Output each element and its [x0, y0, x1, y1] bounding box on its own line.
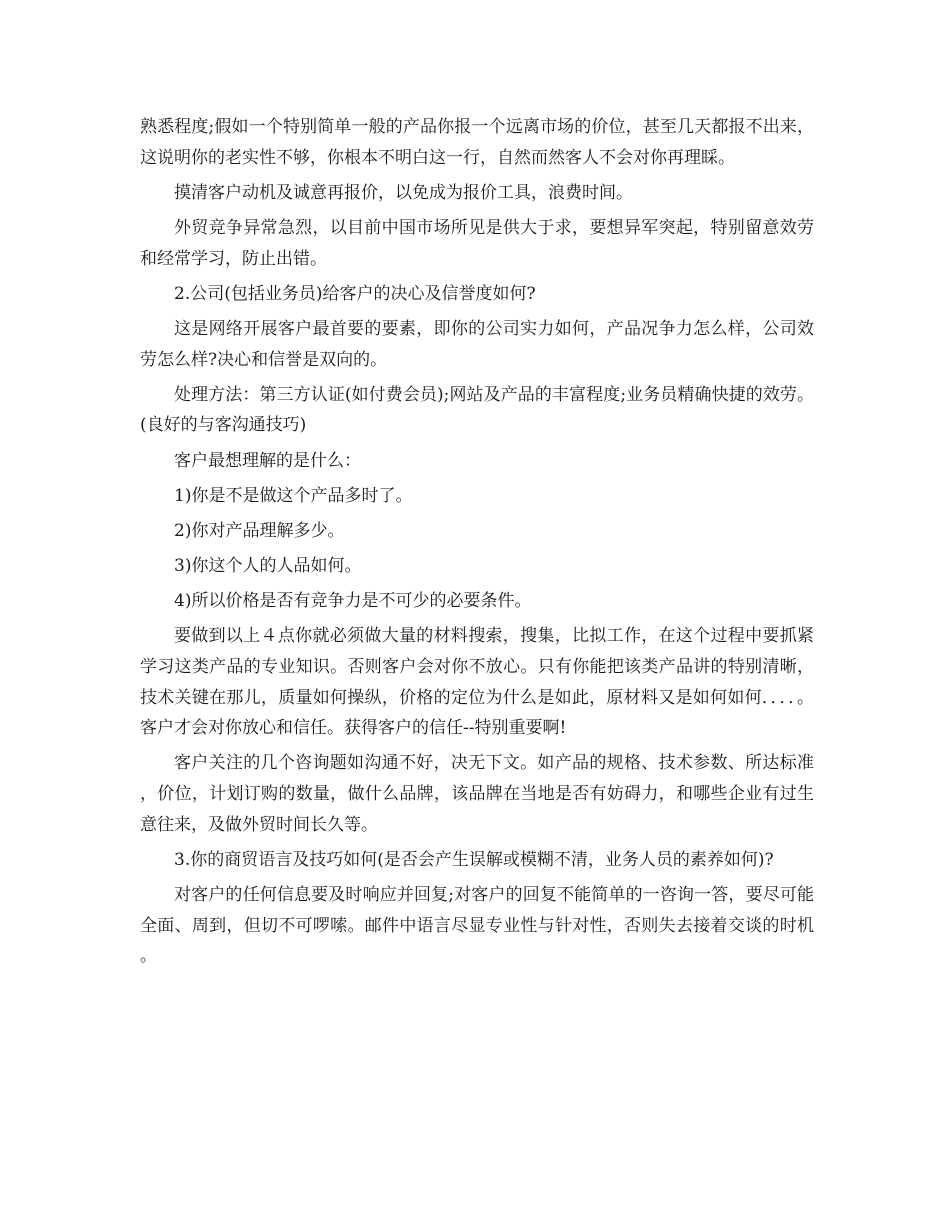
paragraph: 客户最想理解的是什么： — [174, 450, 361, 471]
document-body — [140, 112, 814, 976]
paragraph: 4)所以价格是否有竞争力是不可少的必要条件。 — [174, 591, 532, 612]
paragraph: 3)你这个人的人品如何。 — [174, 556, 362, 577]
paragraph: 2.公司(包括业务员)给客户的决心及信誉度如何? — [174, 283, 536, 304]
paragraph: 3.你的商贸语言及技巧如何(是否会产生误解或模糊不清，业务人员的素养如何)? — [174, 849, 774, 870]
paragraph: 2)你对产品理解多少。 — [174, 520, 345, 541]
paragraph: 外贸竞争异常急烈，以目前中国市场所见是供大于求，要想异军突起，特别留意效劳和经常学习，防止出错。 — [140, 217, 814, 269]
paragraph: 要做到以上４点你就必须做大量的材料搜索，搜集，比拟工作，在这个过程中要抓紧学习这类产品的专业知识。否则客户会对你不放心。只有你能把该类产品讲的特别清晰，技术关键在那儿，质量如何操纵，价格的定位为什么是如此，原材料又是如何如何．．．．。客户才会对你放心和信任。获得客户的信任--特别重要啊! — [140, 626, 814, 739]
paragraph: 熟悉程度;假如一个特别简单一般的产品你报一个远离市场的价位，甚至几天都报不出来，这说明你的老实性不够，你根本不明白这一行，自然而然客人不会对你再理睬。 — [140, 117, 814, 168]
paragraph: 摸清客户动机及诚意再报价，以免成为报价工具，浪费时间。 — [174, 182, 633, 203]
paragraph: 1)你是不是做这个产品多时了。 — [174, 485, 413, 506]
paragraph: 对客户的任何信息要及时响应并回复;对客户的回复不能简单的一咨询一答，要尽可能全面、周到，但切不可啰嗦。邮件中语言尽显专业性与针对性，否则失去接着交谈的时机。 — [140, 884, 814, 967]
paragraph: 客户关注的几个咨询题如沟通不好，决无下文。如产品的规格、技术参数、所达标准，价位，计划订购的数量，做什么品牌，该品牌在当地是否有妨碍力，和哪些企业有过生意往来，及做外贸时间长久等。 — [140, 753, 814, 835]
paragraph: 处理方法：第三方认证(如付费会员);网站及产品的丰富程度;业务员精确快捷的效劳。(良好的与客沟通技巧) — [140, 384, 814, 436]
paragraph: 这是网络开展客户最首要的要素，即你的公司实力如何，产品况争力怎么样，公司效劳怎么样?决心和信誉是双向的。 — [140, 318, 814, 370]
